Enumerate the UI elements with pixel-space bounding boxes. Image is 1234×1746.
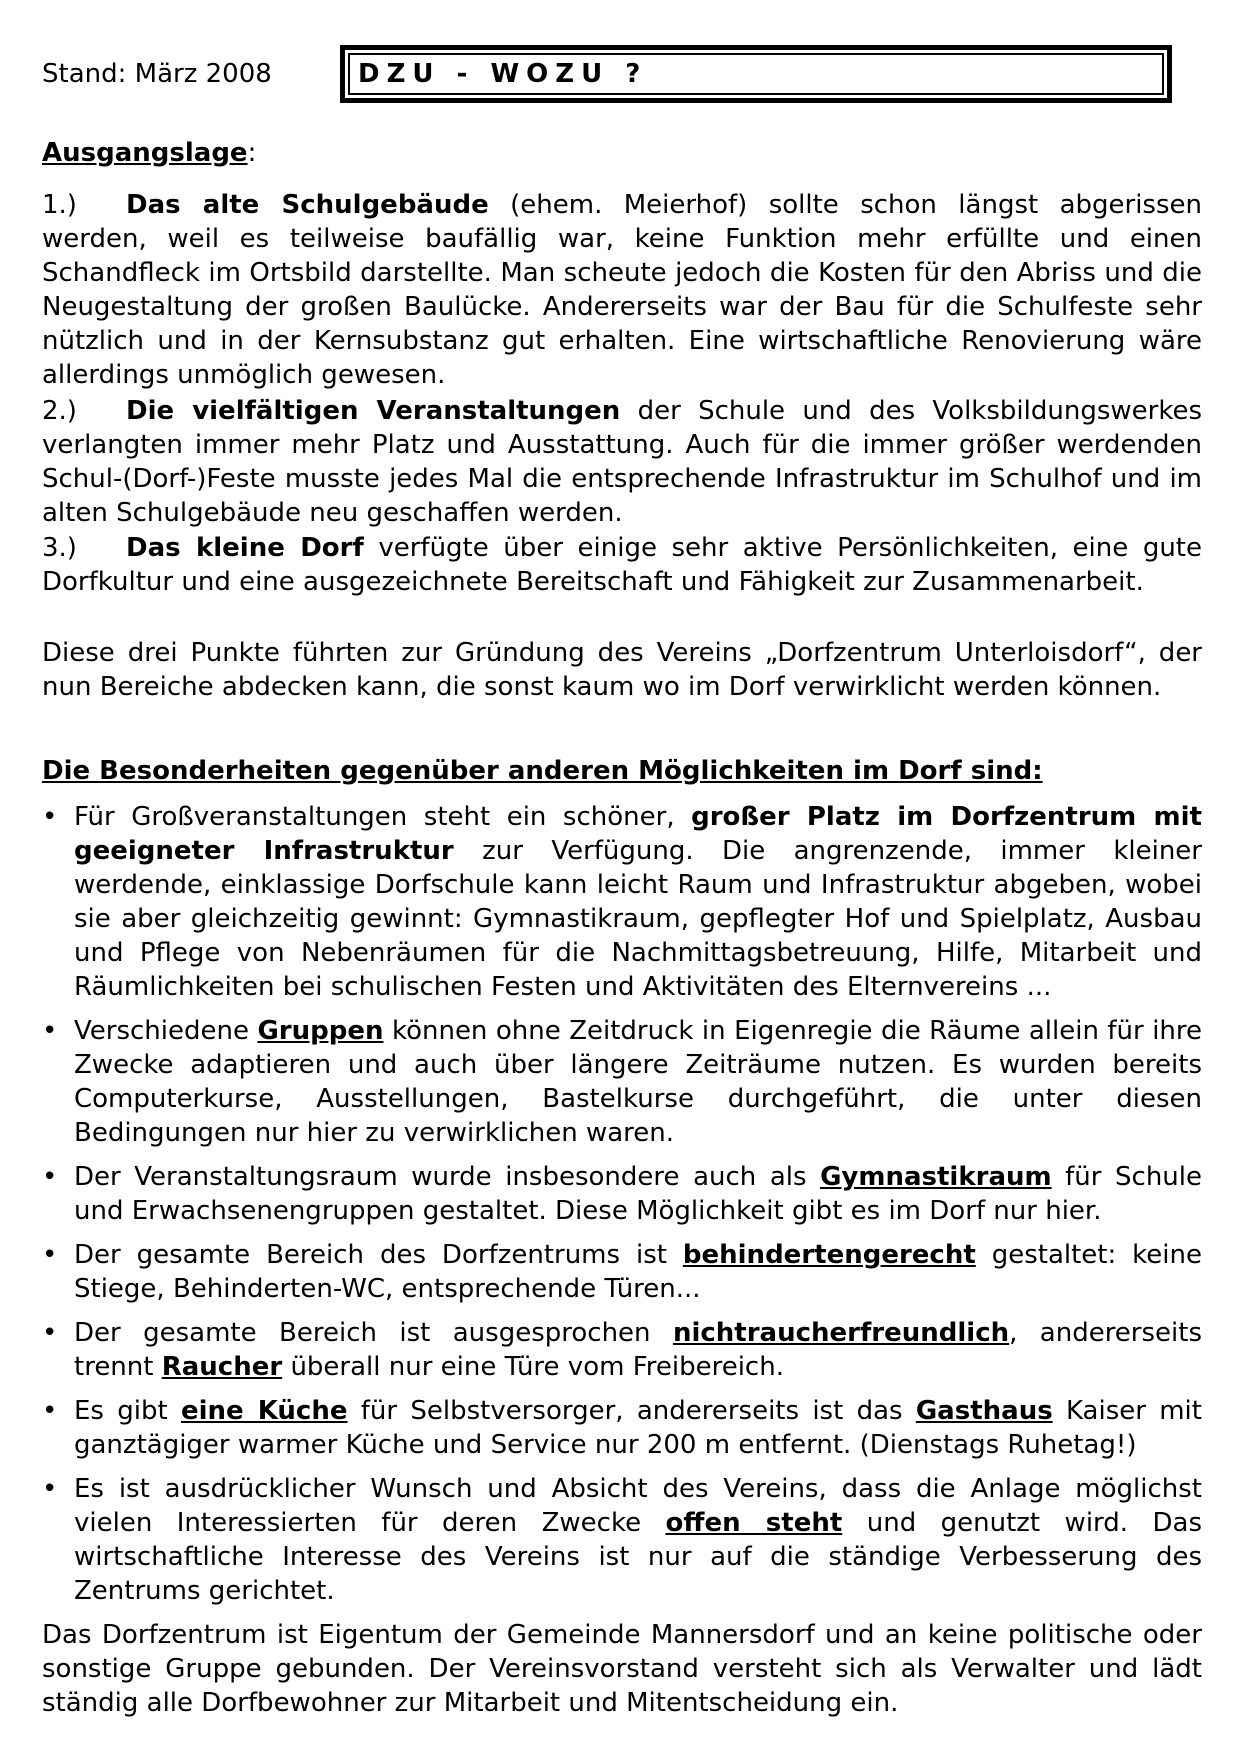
point-1: [42, 188, 1202, 392]
item-text: Es ist ausdrücklicher Wunsch und Absicht des Vereins, dass die Anlage möglichst vielen Interessierten für deren Zwecke: [74, 1474, 1202, 1538]
item-text: gestaltet: keine Stiege, Behinderten-WC, entsprechende Türen...: [74, 1240, 1202, 1304]
heading-besonderheiten: Die Besonderheiten gegenüber anderen Möglichkeiten im Dorf sind:: [42, 756, 1043, 786]
list-item: [42, 1472, 1202, 1608]
item-highlight: Gymnastikraum: [820, 1162, 1052, 1192]
list-item: [42, 1160, 1202, 1228]
item-highlight: nichtraucherfreundlich: [672, 1318, 1010, 1348]
point-text: der Schule und des Volksbildungswerkes verlangten immer mehr Platz und Ausstattung. Auch für die immer größer werdenden Schul-(Dorf-)Feste musste jedes Mal die entsprechende Infrastruktur im Schulhof und im alten Schulgebäude neu geschaffen werden.: [42, 396, 1202, 528]
item-text: für Schule und Erwachsenengruppen gestaltet. Diese Möglichkeit gibt es im Dorf nur hier.: [74, 1162, 1202, 1226]
item-text: und genutzt wird. Das wirtschaftliche Interesse des Vereins ist nur auf die ständige Verbesserung des Zentrums gerichtet.: [74, 1508, 1202, 1606]
heading-ausgangslage: [42, 136, 256, 170]
item-highlight: behindertengerecht: [682, 1240, 976, 1270]
stand-date: Stand: März 2008: [42, 59, 272, 89]
item-text: Der gesamte Bereich des Dorfzentrums ist: [74, 1240, 683, 1270]
item-highlight: Gasthaus: [915, 1396, 1053, 1426]
item-text: , andererseits trennt: [74, 1318, 1203, 1382]
summary-paragraph: [42, 636, 1202, 704]
point-number: 3.): [42, 533, 77, 563]
list-item: [42, 1394, 1202, 1462]
heading-ausgangslage-text: Ausgangslage: [42, 138, 248, 168]
point-text: verfügte über einige sehr aktive Persönlichkeiten, eine gute Dorfkultur und eine ausgezeichnete Bereitschaft und Fähigkeit zur Zusammenarbeit.: [42, 533, 1202, 597]
item-text: überall nur eine Türe vom Freibereich.: [282, 1352, 784, 1382]
point-number: 1.): [42, 190, 77, 220]
bullet-icon: •: [42, 1396, 58, 1426]
item-text: Der Veranstaltungsraum wurde insbesondere auch als: [74, 1162, 821, 1192]
list-item: [42, 1014, 1202, 1150]
point-title: Das alte Schulgebäude: [126, 190, 489, 220]
item-highlight: eine Küche: [180, 1396, 348, 1426]
point-text: (ehem. Meierhof) sollte schon längst abgerissen werden, weil es teilweise baufällig war, keine Funktion mehr erfüllte und einen Schandfleck im Ortsbild darstellte. Man scheute jedoch die Kosten für den Abriss und die Neugestaltung der großen Baulücke. Andererseits war der Bau für die Schulfeste sehr nützlich und in der Kernsubstanz gut erhalten. Eine wirtschaftliche Renovierung wäre allerdings unmöglich gewesen.: [42, 190, 1203, 390]
item-text: Kaiser mit ganztägiger warmer Küche und Service nur 200 m entfernt. (Dienstags Ruhetag!): [74, 1396, 1202, 1460]
item-highlight: offen steht: [665, 1508, 843, 1538]
point-title: Die vielfältigen Veranstaltungen: [126, 396, 621, 426]
item-text: Der gesamte Bereich ist ausgesprochen: [74, 1318, 673, 1348]
bullet-icon: •: [42, 802, 58, 832]
point-title: Das kleine Dorf: [126, 533, 364, 563]
bullet-icon: •: [42, 1474, 58, 1504]
list-item: [42, 1238, 1202, 1306]
point-2: [42, 394, 1202, 530]
document-title: DZU - WOZU ?: [348, 53, 1164, 95]
list-item: [42, 800, 1202, 1004]
item-highlight: Raucher: [161, 1352, 283, 1382]
list-item: [42, 1316, 1202, 1384]
item-text: zur Verfügung. Die angrenzende, immer kleiner werdende, einklassige Dorfschule kann leicht Raum und Infrastruktur abgeben, wobei sie aber gleichzeitig gewinnt: Gymnastikraum, gepflegter Hof und Spielplatz, Ausbau und Pflege von Nebenräumen für die Nachmittagsbetreuung, Hilfe, Mitarbeit und Räumlichkeiten bei schulischen Festen und Aktivitäten des Elternvereins ...: [74, 836, 1202, 1002]
summary-text: Diese drei Punkte führten zur Gründung des Vereins „Dorfzentrum Unterloisdorf“, der nun Bereiche abdecken kann, die sonst kaum wo im Dorf verwirklicht werden können.: [42, 638, 1202, 702]
bullet-icon: •: [42, 1240, 58, 1270]
heading-colon: :: [247, 138, 257, 168]
point-3: [42, 531, 1202, 599]
besonderheiten-list: [42, 800, 1202, 1720]
point-number: 2.): [42, 396, 77, 426]
item-text: Verschiedene: [74, 1016, 258, 1046]
item-text: Für Großveranstaltungen steht ein schöner,: [74, 802, 692, 832]
item-highlight: großer Platz im Dorfzentrum mit geeigneter Infrastruktur: [74, 802, 1202, 866]
title-box: [340, 45, 1172, 103]
item-text: für Selbstversorger, andererseits ist das: [347, 1396, 916, 1426]
item-text: Es gibt: [74, 1396, 181, 1426]
bullet-icon: •: [42, 1162, 58, 1192]
bullet-icon: •: [42, 1318, 58, 1348]
item-text: können ohne Zeitdruck in Eigenregie die Räume allein für ihre Zwecke adaptieren und auch über längere Zeiträume nutzen. Es wurden bereits Computerkurse, Ausstellungen, Bastelkurse durchgeführt, die unter diesen Bedingungen nur hier zu verwirklichen waren.: [74, 1016, 1203, 1148]
bullet-icon: •: [42, 1016, 58, 1046]
item-highlight: Gruppen: [257, 1016, 384, 1046]
footer-paragraph: Das Dorfzentrum ist Eigentum der Gemeinde Mannersdorf und an keine politische oder sonstige Gruppe gebunden. Der Vereinsvorstand versteht sich als Verwalter und lädt ständig alle Dorfbewohner zur Mitarbeit und Mitentscheidung ein.: [42, 1620, 1202, 1718]
